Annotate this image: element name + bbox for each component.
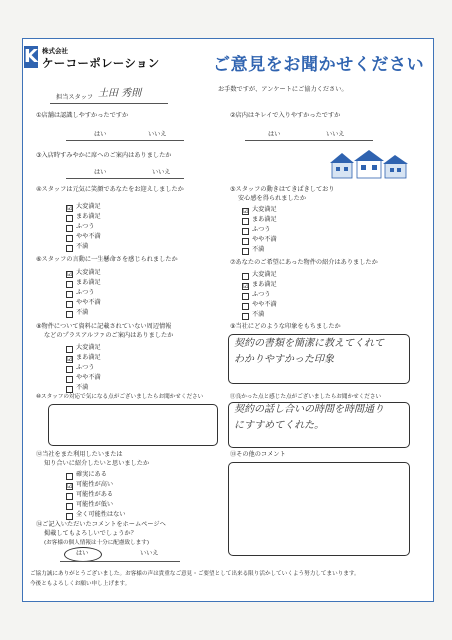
q11-answer-line1: 契約の話し合いの時間を時間通り (234, 404, 384, 415)
q5-checkbox-1[interactable]: ☑ (243, 208, 249, 215)
q8-option-3: ふつう (76, 364, 95, 371)
q2-yes[interactable]: はい (268, 131, 281, 138)
q8-checkbox-5[interactable] (66, 386, 73, 393)
q9-label: ⑨当社にどのような印象をもちましたか (230, 323, 341, 330)
q14-yes[interactable]: はい (76, 550, 89, 557)
q6-option-1: 大変満足 (76, 269, 101, 276)
company-prefix: 株式会社 (42, 47, 68, 55)
q12-option-5: 全く可能性はない (76, 511, 126, 518)
survey-headline: ご意見をお聞かせください (213, 55, 425, 75)
q11-answer-line2: にすすめてくれた。 (234, 420, 325, 431)
q8-option-4: やや不満 (76, 374, 101, 381)
q4-checkbox-4[interactable] (66, 235, 73, 242)
staff-name[interactable]: 土田 秀則 (98, 88, 142, 99)
q12-label-line1: ⑫当社をまた利用したいまたは (36, 451, 123, 458)
q7-option-1: 大変満足 (252, 271, 277, 278)
q7-checkbox-1[interactable] (242, 273, 249, 280)
q4-option-5: 不満 (76, 243, 89, 250)
q6-checkbox-2[interactable] (66, 281, 73, 288)
q12-option-1: 確実にある (76, 471, 107, 478)
q6-option-3: ふつう (76, 289, 95, 296)
q8-checkbox-4[interactable] (66, 376, 73, 383)
q5-option-3: ふつう (252, 226, 271, 233)
q4-label: ④スタッフは元気に笑顔であなたをお迎えしましたか (36, 186, 184, 193)
q10-label: ⑩スタッフの対応で気になる点がございましたらお聞かせください (36, 394, 204, 400)
q5-checkbox-3[interactable] (242, 228, 249, 235)
company-logo-mark: K (24, 46, 38, 67)
q2-no[interactable]: いいえ (326, 131, 345, 138)
q8-label-line2: などのプラスアルファのご案内はありましたか (44, 332, 174, 339)
q1-no[interactable]: いいえ (148, 131, 167, 138)
q1-label: ①店舗は認識しやすかったですか (36, 112, 129, 119)
q6-checkbox-4[interactable] (66, 301, 73, 308)
q12-checkbox-3[interactable] (66, 493, 73, 500)
q12-checkbox-4[interactable] (66, 503, 73, 510)
q13-label: ⑬その他のコメント (230, 451, 286, 458)
q10-answer-box[interactable] (48, 404, 218, 446)
q7-option-3: ふつう (252, 291, 271, 298)
q14-underline (60, 561, 180, 562)
q12-option-4: 可能性が低い (76, 501, 114, 508)
q5-option-2: まあ満足 (252, 216, 277, 223)
q7-checkbox-2[interactable]: ☑ (243, 283, 249, 290)
staff-underline (50, 103, 168, 104)
q7-option-5: 不満 (252, 311, 265, 318)
q8-checkbox-1[interactable] (66, 346, 73, 353)
q5-label-line2: 安心感を得られましたか (238, 195, 307, 202)
q14-label-line2: 掲載してもよろしいでしょうか？ (44, 530, 137, 537)
q11-label: ⑪良かった点と感じた点がございましたらお聞かせください (230, 394, 382, 400)
q4-option-4: やや不満 (76, 233, 101, 240)
q14-label-line1: ⑭ご記入いただいたコメントをホームページへ (36, 521, 166, 528)
q5-option-4: やや不満 (252, 236, 277, 243)
q4-option-3: ふつう (76, 223, 95, 230)
q1-yes[interactable]: はい (94, 131, 107, 138)
q5-checkbox-2[interactable] (242, 218, 249, 225)
q9-answer-line1: 契約の書類を簡潔に教えてくれて (234, 338, 384, 349)
q12-label-line2: 知り合いに紹介したいと思いましたか (44, 460, 150, 467)
company-name: ケーコーポレーション (42, 56, 160, 70)
q4-option-2: まあ満足 (76, 213, 101, 220)
q8-option-1: 大変満足 (76, 344, 101, 351)
q4-option-1: 大変満足 (76, 203, 101, 210)
q5-label-line1: ⑤スタッフの動きはてきぱきしており (230, 186, 335, 193)
q6-checkbox-3[interactable] (66, 291, 73, 298)
q6-option-4: やや不満 (76, 299, 101, 306)
q6-checkbox-1[interactable]: ☑ (67, 271, 73, 278)
q5-option-5: 不満 (252, 246, 265, 253)
q12-option-2: 可能性が高い (76, 481, 114, 488)
q4-checkbox-5[interactable] (66, 245, 73, 252)
q8-label-line1: ⑧物件について資料に記載されていない周辺情報 (36, 323, 172, 330)
q12-checkbox-2[interactable]: ☑ (67, 483, 73, 490)
q6-label: ⑥スタッフの言動に一生懸命さを感じられましたか (36, 256, 178, 263)
footer-line1: ご協力誠にありがとうございました。お客様の声は貴重なご意見・ご要望として出来る限り活かしていくよう努力してまいります。 (30, 571, 360, 577)
q14-label-line3: (お客様の個人情報は十分に配慮致します) (44, 540, 150, 546)
q7-checkbox-5[interactable] (242, 313, 249, 320)
houses-illustration (330, 150, 410, 184)
q3-label: ③入店時すみやかに席へのご案内はありましたか (36, 152, 172, 159)
q13-answer-box[interactable] (228, 462, 410, 556)
q6-checkbox-5[interactable] (66, 311, 73, 318)
q5-checkbox-5[interactable] (242, 248, 249, 255)
q7-checkbox-4[interactable] (242, 303, 249, 310)
q8-option-2: まあ満足 (76, 354, 101, 361)
q5-option-1: 大変満足 (252, 206, 277, 213)
q6-option-2: まあ満足 (76, 279, 101, 286)
q5-checkbox-4[interactable] (242, 238, 249, 245)
q3-yes[interactable]: はい (94, 169, 107, 176)
q12-checkbox-5[interactable] (66, 513, 73, 520)
q12-option-3: 可能性がある (76, 491, 114, 498)
q8-option-5: 不満 (76, 384, 89, 391)
footer-line2: 今後ともよろしくお願い申し上げます。 (30, 581, 131, 587)
q2-underline (245, 140, 373, 141)
q1-underline (66, 140, 184, 141)
q4-checkbox-3[interactable] (66, 225, 73, 232)
q4-checkbox-2[interactable] (66, 215, 73, 222)
q3-no[interactable]: いいえ (152, 169, 171, 176)
q7-option-4: やや不満 (252, 301, 277, 308)
survey-intro: お手数ですが、アンケートにご協力ください。 (218, 86, 348, 93)
q14-no[interactable]: いいえ (140, 550, 159, 557)
q9-answer-line2: わかりやすかった印象 (234, 354, 334, 365)
q8-checkbox-3[interactable] (66, 366, 73, 373)
q4-checkbox-1[interactable]: ☑ (67, 205, 73, 212)
q8-checkbox-2[interactable]: ☑ (67, 356, 73, 363)
q3-underline (66, 178, 184, 179)
q12-checkbox-1[interactable] (66, 473, 73, 480)
q6-option-5: 不満 (76, 309, 89, 316)
q7-checkbox-3[interactable] (242, 293, 249, 300)
q7-label: ⑦あなたのご希望にあった物件の紹介はありましたか (230, 259, 378, 266)
staff-label: 担当スタッフ (56, 94, 94, 101)
q7-option-2: まあ満足 (252, 281, 277, 288)
q2-label: ②店内はキレイで入りやすかったですか (230, 112, 341, 119)
